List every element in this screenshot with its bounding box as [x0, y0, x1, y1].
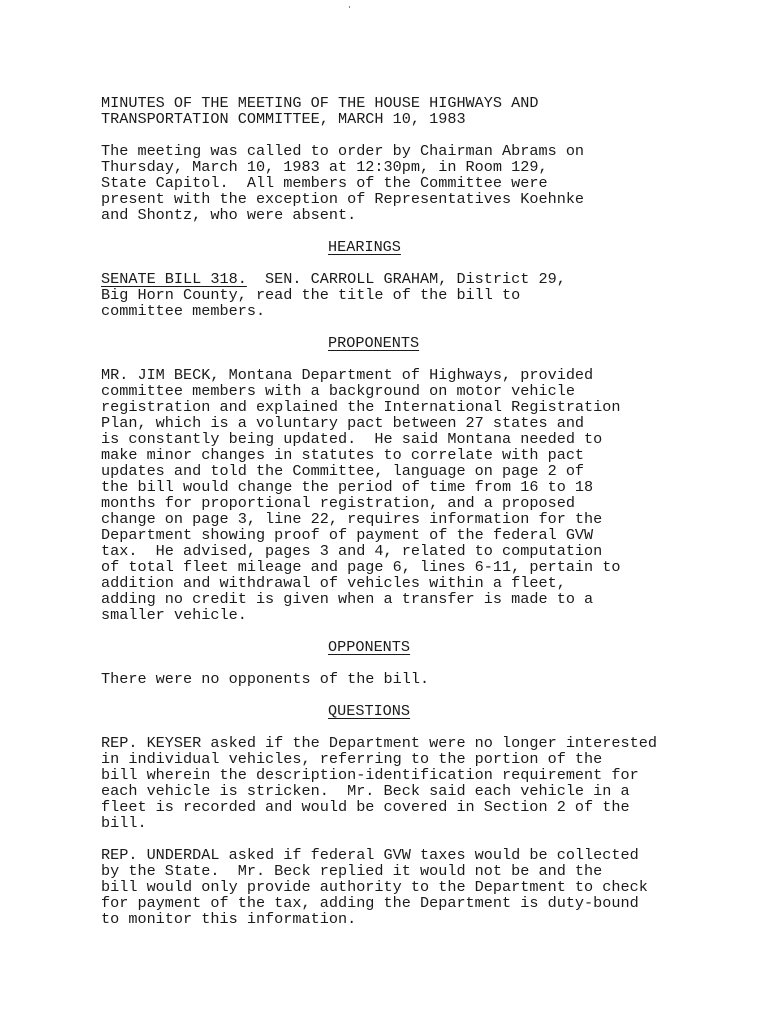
- heading-hearings: [101, 239, 741, 255]
- text-line: tax. He advised, pages 3 and 4, related to computation: [101, 542, 603, 560]
- text-line: to monitor this information.: [101, 910, 357, 928]
- text-line: The meeting was called to order by Chairman Abrams on: [101, 142, 585, 160]
- text-line: bill would only provide authority to the Department to check: [101, 878, 648, 896]
- scan-mark: [349, 6, 350, 8]
- text-line: each vehicle is stricken. Mr. Beck said each vehicle in a: [101, 782, 630, 800]
- text-line: and Shontz, who were absent.: [101, 206, 357, 224]
- heading-opponents-text: OPPONENTS: [328, 638, 411, 656]
- opponents-paragraph: [101, 671, 741, 687]
- text-line: Big Horn County, read the title of the bill to: [101, 286, 521, 304]
- text-line: Plan, which is a voluntary pact between 27 states and: [101, 414, 585, 432]
- title-line: MINUTES OF THE MEETING OF THE HOUSE HIGHWAYS AND: [101, 94, 539, 112]
- question-keyser-paragraph: [101, 735, 741, 831]
- text-line: REP. UNDERDAL asked if federal GVW taxes would be collected: [101, 846, 639, 864]
- text-line: of total fleet mileage and page 6, lines 6-11, pertain to: [101, 558, 621, 576]
- text-line: smaller vehicle.: [101, 606, 247, 624]
- text-line: make minor changes in statutes to correlate with pact: [101, 446, 585, 464]
- question-underdal-paragraph: [101, 847, 741, 927]
- text-line: committee members with a background on motor vehicle: [101, 382, 575, 400]
- text-line: State Capitol. All members of the Committee were: [101, 174, 548, 192]
- text-line: present with the exception of Representatives Koehnke: [101, 190, 585, 208]
- proponents-paragraph: [101, 367, 741, 623]
- text-line: addition and withdrawal of vehicles within a fleet,: [101, 574, 566, 592]
- text-line: REP. KEYSER asked if the Department were no longer interested: [101, 734, 657, 752]
- text-line: bill.: [101, 814, 147, 832]
- senate-bill-first-line: [101, 271, 741, 287]
- heading-proponents-text: PROPONENTS: [328, 334, 420, 352]
- heading-questions: [101, 703, 741, 719]
- text-line: in individual vehicles, referring to the portion of the: [101, 750, 603, 768]
- text-line: bill wherein the description-identification requirement for: [101, 766, 639, 784]
- senate-bill-sponsor: SEN. CARROLL GRAHAM, District 29,: [246, 270, 566, 288]
- minutes-page: [101, 95, 741, 943]
- text-line: Department showing proof of payment of the federal GVW: [101, 526, 594, 544]
- text-line: fleet is recorded and would be covered in Section 2 of the: [101, 798, 630, 816]
- text-line: change on page 3, line 22, requires information for the: [101, 510, 603, 528]
- text-line: MR. JIM BECK, Montana Department of Highways, provided: [101, 366, 594, 384]
- senate-bill-label: SENATE BILL 318.: [101, 270, 247, 288]
- heading-questions-text: QUESTIONS: [328, 702, 411, 720]
- text-line: Thursday, March 10, 1983 at 12:30pm, in Room 129,: [101, 158, 548, 176]
- heading-proponents: [101, 335, 741, 351]
- title-line: TRANSPORTATION COMMITTEE, MARCH 10, 1983: [101, 110, 466, 128]
- text-line: adding no credit is given when a transfer is made to a: [101, 590, 594, 608]
- text-line: for payment of the tax, adding the Department is duty-bound: [101, 894, 639, 912]
- document-title: [101, 95, 741, 127]
- text-line: committee members.: [101, 302, 266, 320]
- text-line: updates and told the Committee, language on page 2 of: [101, 462, 585, 480]
- opening-paragraph: [101, 143, 741, 223]
- heading-opponents: [101, 639, 741, 655]
- text-line: the bill would change the period of time from 16 to 18: [101, 478, 594, 496]
- text-line: by the State. Mr. Beck replied it would not be and the: [101, 862, 603, 880]
- text-line: registration and explained the International Registration: [101, 398, 621, 416]
- text-line: is constantly being updated. He said Montana needed to: [101, 430, 603, 448]
- senate-bill-paragraph: [101, 271, 741, 319]
- heading-hearings-text: HEARINGS: [328, 238, 401, 256]
- text-line: There were no opponents of the bill.: [101, 670, 430, 688]
- text-line: months for proportional registration, and a proposed: [101, 494, 575, 512]
